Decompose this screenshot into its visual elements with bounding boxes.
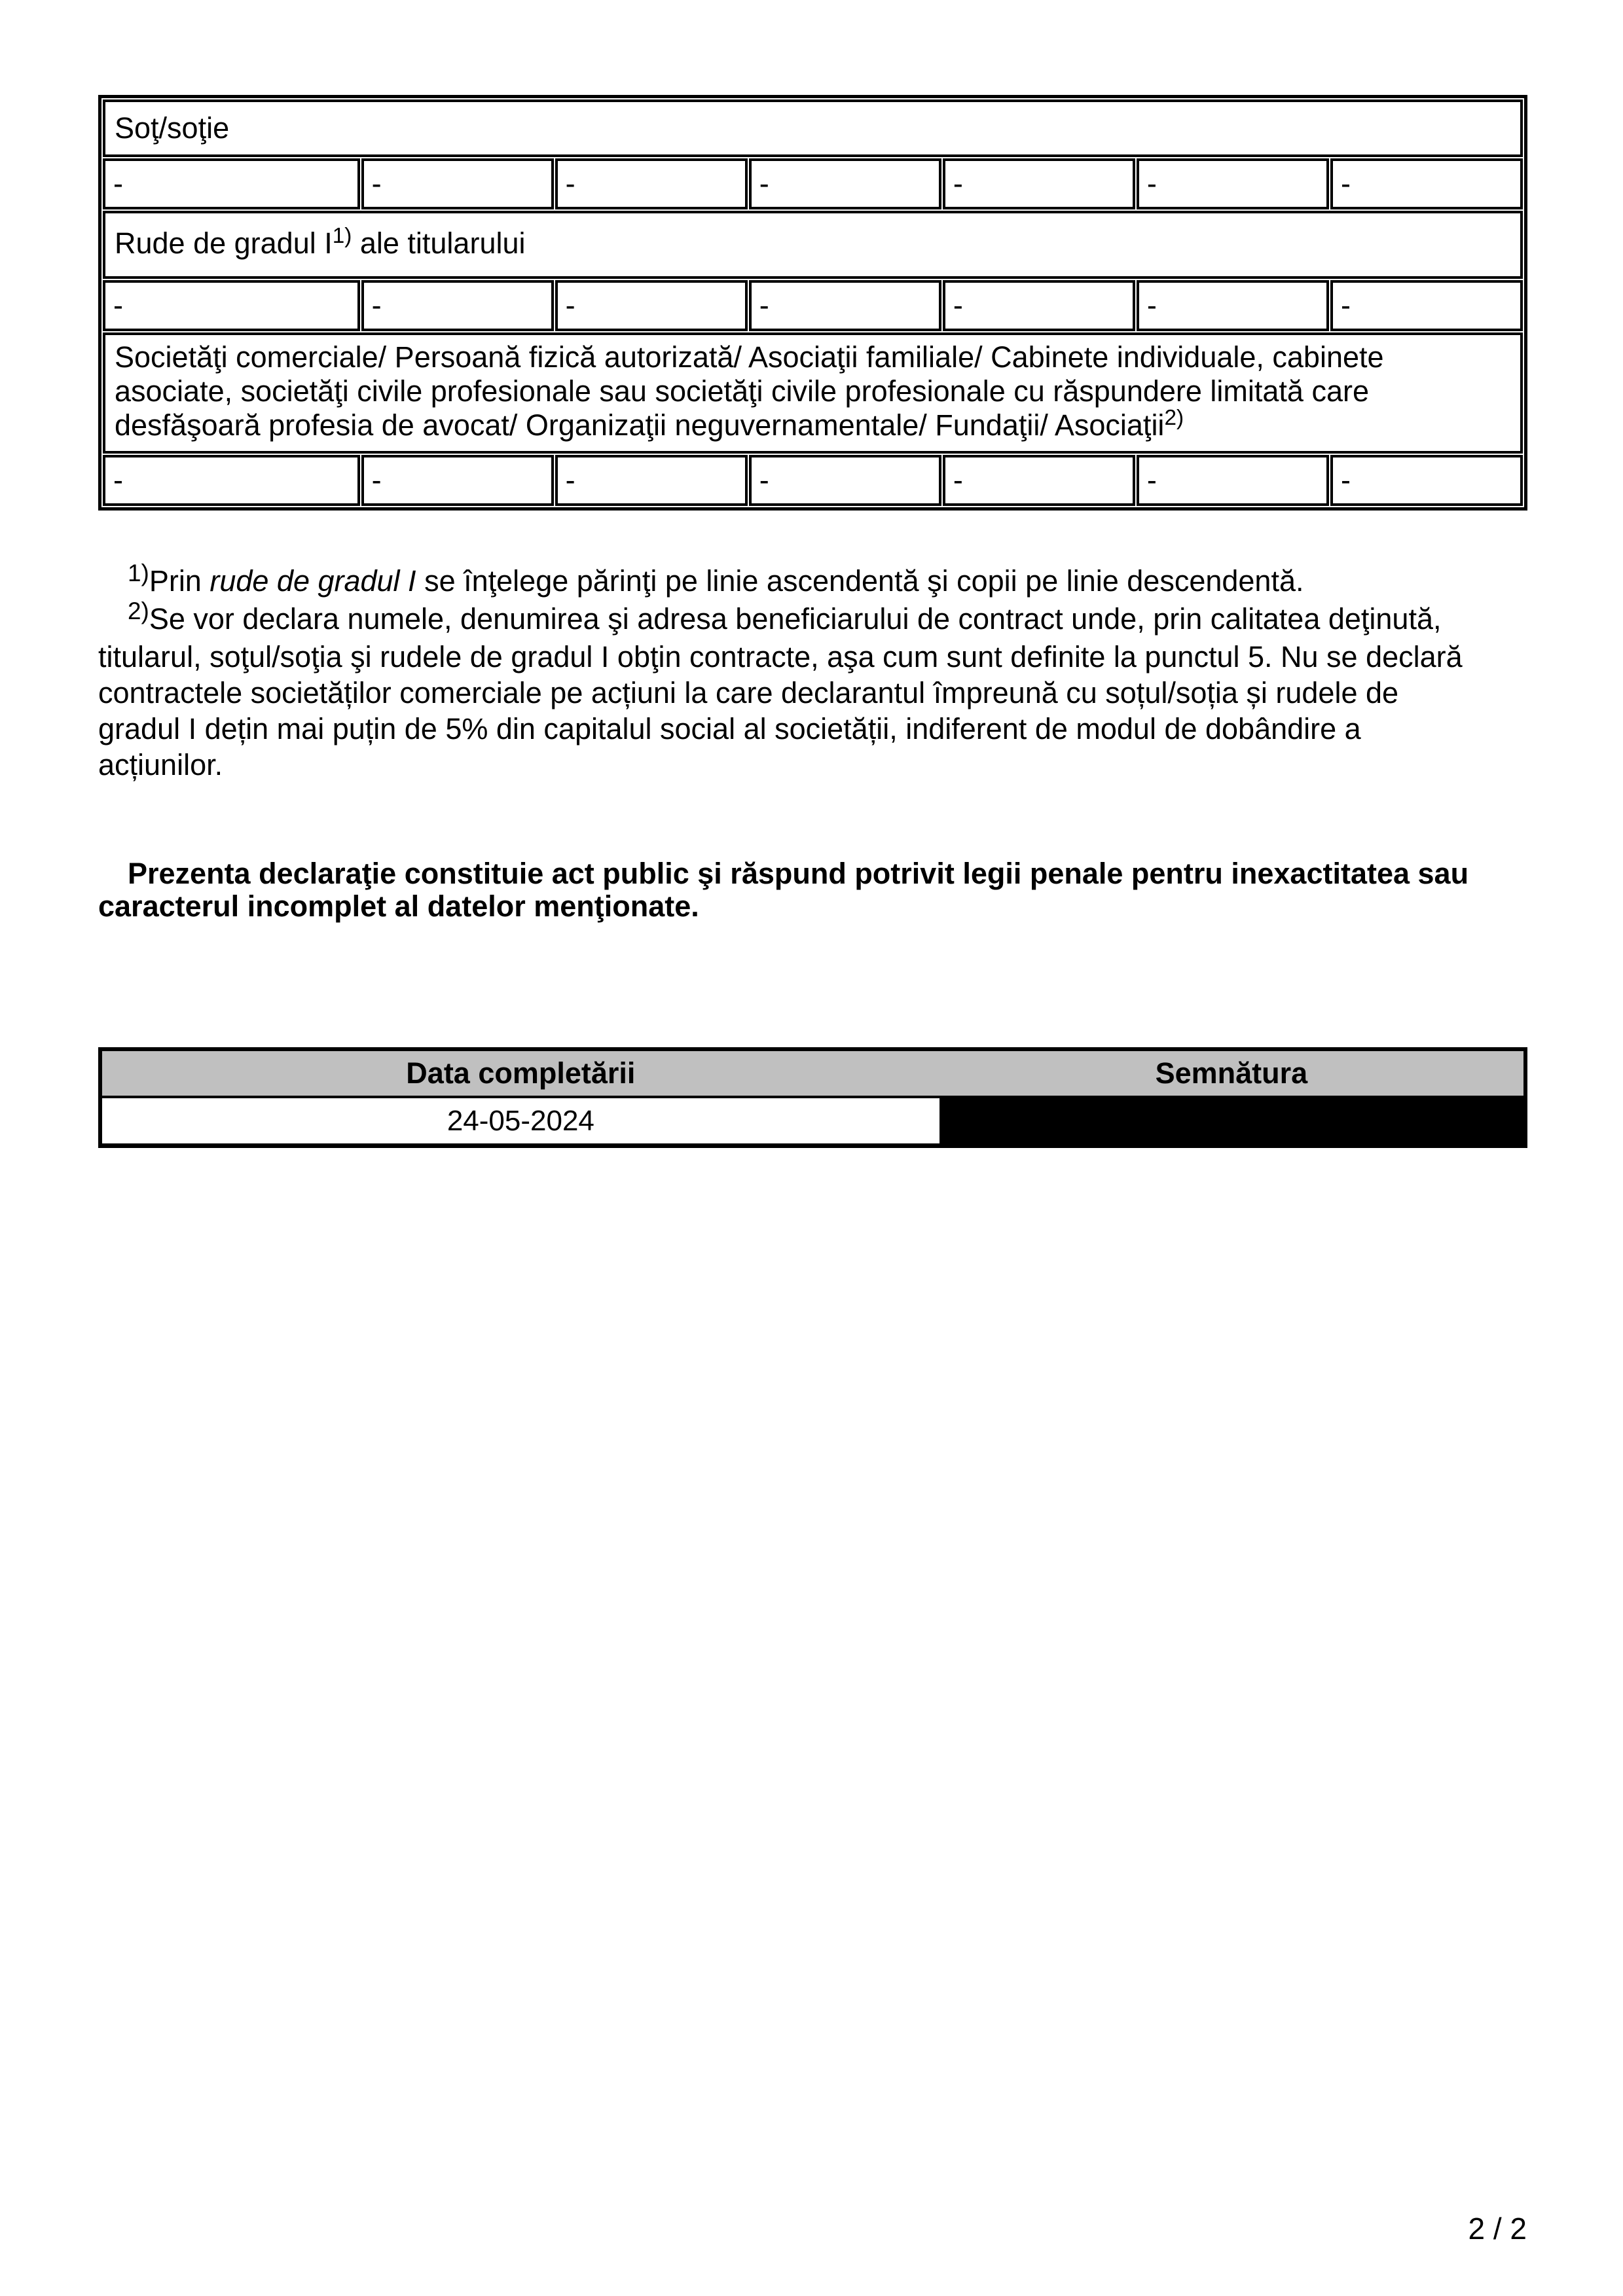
relatives-contracts-table [98,95,1527,511]
empty-cell: - [103,158,360,209]
signature-table [98,1047,1527,1148]
empty-cell: - [1137,455,1329,506]
empty-cell: - [361,158,554,209]
relatives-header-label: Rude de gradul $I^{1)}$ ale titularului [115,223,526,260]
completion-date: 24-05-2024 [447,1104,594,1137]
companies-header-cell: Societăţi comerciale/ Persoană fizică autorizată/ Asociaţii familiale/ Cabinete individuale, cabinete asociate, societăţi civile profesionale sau societăţi civile profesionale cu răspundere limitată care desfăşoară profesia de avocat/ Organizaţii neguvernamentale/ Fundaţii/ Asociaţii$^{2)}$ [103,332,1523,454]
empty-cell: - [1330,280,1523,331]
spouse-header-cell [103,99,1523,157]
relatives-header-row [103,211,1523,279]
signature-header-cell [939,1051,1523,1096]
empty-cell: - [361,455,554,506]
date-header-cell [102,1051,939,1096]
empty-cell: - [1330,455,1523,506]
signature-redacted-area [939,1098,1523,1143]
page-number: 2 / 2 [1468,2212,1527,2246]
footnotes-block [98,559,1527,783]
signature-table-header-row [102,1051,1523,1098]
relatives-empty-row [103,280,1523,331]
companies-empty-row [103,455,1523,506]
footnote-1: $^{1)}$Prin rude de gradul I se înţelege părinţi pe linie ascendentă şi copii pe linie descendentă. [128,559,1304,598]
empty-cell: - [555,280,748,331]
empty-cell: - [361,280,554,331]
companies-footnote-marker: 2) [1164,406,1184,431]
footnote-2: $^{2)}$Se vor declara numele, denumirea şi adresa beneficiarului de contract unde, prin calitatea deţinută, titularul, soţul/soţia şi rudele de gradul I obţin contracte, aşa cum sunt definite la punctul 5. Nu se declară contractele societăților comerciale pe acțiuni la care declarantul împreună cu soțul/soția și rudele de gradul I dețin mai puțin de 5% din capitalul social al societății, indiferent de modul de dobândire a acțiunilor. [98,597,1463,781]
empty-cell: - [1137,280,1329,331]
relatives-header-cell [103,211,1523,279]
empty-cell: - [103,280,360,331]
penal-liability-statement: Prezenta declaraţie constituie act public şi răspund potrivit legii penale pentru inexactitatea sau caracterul incomplet al datelor menţionate. [98,857,1469,923]
date-header-label: Data completării [406,1056,636,1090]
empty-cell: - [943,280,1135,331]
empty-cell: - [555,455,748,506]
date-value-cell [102,1098,939,1143]
empty-cell: - [555,158,748,209]
signature-table-data-row [102,1098,1523,1143]
empty-cell: - [103,455,360,506]
spouse-header-label: Soţ/soţie [115,111,230,145]
empty-cell: - [1137,158,1329,209]
empty-cell: - [1330,158,1523,209]
signature-header-label: Semnătura [1155,1056,1308,1090]
empty-cell: - [943,158,1135,209]
spouse-empty-row [103,158,1523,209]
footnote-2-marker: 2) [128,597,149,624]
page-content [98,0,1527,1148]
empty-cell: - [749,280,941,331]
companies-header-row [103,332,1523,454]
empty-cell: - [749,455,941,506]
empty-cell: - [943,455,1135,506]
relatives-footnote-marker: 1) [332,223,352,248]
empty-cell: - [749,158,941,209]
footnote-1-marker: 1) [128,559,149,586]
spouse-header-row [103,99,1523,157]
